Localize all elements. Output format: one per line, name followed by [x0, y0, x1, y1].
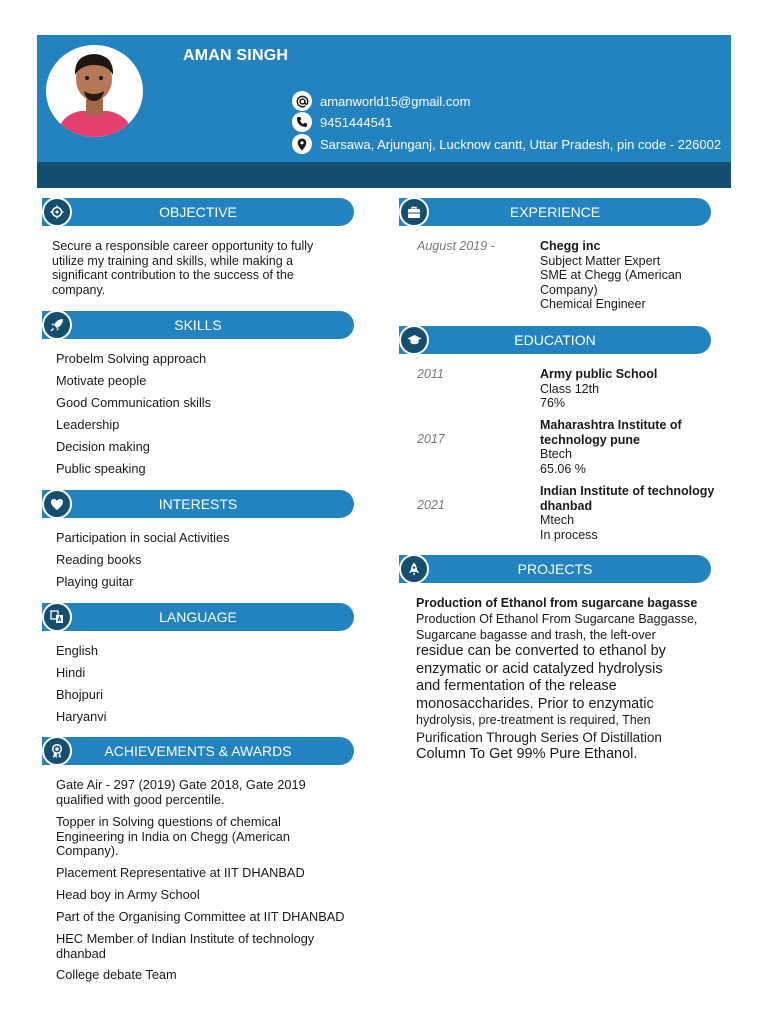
- achievement-item: Head boy in Army School: [56, 887, 200, 902]
- achievements-heading: ACHIEVEMENTS & AWARDS: [42, 737, 354, 765]
- interests-heading: INTERESTS: [42, 490, 354, 518]
- briefcase-icon: [399, 197, 429, 227]
- heart-icon: [42, 489, 72, 519]
- projects-heading: PROJECTS: [399, 555, 711, 583]
- education-entry: Maharashtra Institute of technology pune Btech 65.06 %: [540, 418, 682, 476]
- rocket-icon: [42, 310, 72, 340]
- address-row: [292, 134, 721, 154]
- skill-item: Motivate people: [56, 373, 147, 388]
- education-entry: Indian Institute of technology dhanbad Mtech In process: [540, 484, 715, 542]
- interest-item: Playing guitar: [56, 574, 134, 589]
- interest-item: Reading books: [56, 552, 142, 567]
- address-text: Sarsawa, Arjunganj, Lucknow cantt, Uttar Pradesh, pin code - 226002: [320, 136, 722, 152]
- target-icon: [42, 197, 72, 227]
- resume-header: [37, 35, 731, 188]
- achievement-item: College debate Team: [56, 967, 177, 982]
- language-item: Hindi: [56, 665, 86, 680]
- language-item: English: [56, 643, 98, 658]
- language-heading: LANGUAGE: [42, 603, 354, 631]
- location-pin-icon: [292, 134, 312, 154]
- skills-heading: SKILLS: [42, 311, 354, 339]
- skill-item: Leadership: [56, 417, 120, 432]
- translate-icon: [42, 602, 72, 632]
- header-strip: [37, 162, 731, 188]
- award-ribbon-icon: [42, 736, 72, 766]
- skill-item: Good Communication skills: [56, 395, 212, 410]
- achievement-item: HEC Member of Indian Institute of technology dhanbad: [56, 931, 315, 961]
- experience-entry: Chegg inc Subject Matter Expert SME at Chegg (American Company) Chemical Engineer: [540, 239, 682, 311]
- phone-text: 9451444541: [320, 114, 393, 130]
- profile-photo: [46, 45, 143, 137]
- achievement-item: Placement Representative at IIT DHANBAD: [56, 865, 305, 880]
- at-sign-icon: [292, 91, 312, 111]
- email-row: [292, 91, 470, 111]
- language-item: Haryanvi: [56, 709, 107, 724]
- experience-date: August 2019 -: [417, 239, 495, 253]
- project-entry: Production of Ethanol from sugarcane bagasse Production Of Ethanol From Sugarcane Baggasse, Sugarcane bagasse and trash, the left-over residue can be converted to ethanol by enzymatic or acid catalyzed hydrolysis and fermentation of the release monosaccharides. Prior to enzymatic hydrolysis, pre-treatment is required, Then Purification Through Series Of Distillation Column To Get 99% Pure Ethanol.: [416, 596, 726, 763]
- objective-heading: OBJECTIVE: [42, 198, 354, 226]
- achievement-item: Gate Air - 297 (2019) Gate 2018, Gate 2019 qualified with good percentile.: [56, 777, 306, 807]
- interest-item: Participation in social Activities: [56, 530, 230, 545]
- education-year: 2021: [417, 498, 445, 512]
- education-heading: EDUCATION: [399, 326, 711, 354]
- rocket-launch-icon: [399, 554, 429, 584]
- graduation-cap-icon: [399, 325, 429, 355]
- skill-item: Decision making: [56, 439, 150, 454]
- email-text[interactable]: amanworld15@gmail.com: [320, 93, 471, 109]
- education-entry: Army public School Class 12th 76%: [540, 367, 658, 410]
- phone-icon: [292, 112, 312, 132]
- phone-row: [292, 112, 392, 132]
- objective-text: Secure a responsible career opportunity to fully utilize my training and skills, while making a significant contribution to the success of the company.: [52, 239, 314, 297]
- achievement-item: Topper in Solving questions of chemical Engineering in India on Chegg (American Company).: [56, 814, 291, 858]
- education-year: 2017: [417, 432, 445, 446]
- language-item: Bhojpuri: [56, 687, 103, 702]
- experience-heading: EXPERIENCE: [399, 198, 711, 226]
- achievement-item: Part of the Organising Committee at IIT DHANBAD: [56, 909, 345, 924]
- project-title: Production of Ethanol from sugarcane bagasse: [416, 596, 698, 610]
- candidate-name: AMAN SINGH: [183, 47, 289, 64]
- skill-item: Probelm Solving approach: [56, 351, 207, 366]
- skill-item: Public speaking: [56, 461, 146, 476]
- education-year: 2011: [417, 367, 444, 381]
